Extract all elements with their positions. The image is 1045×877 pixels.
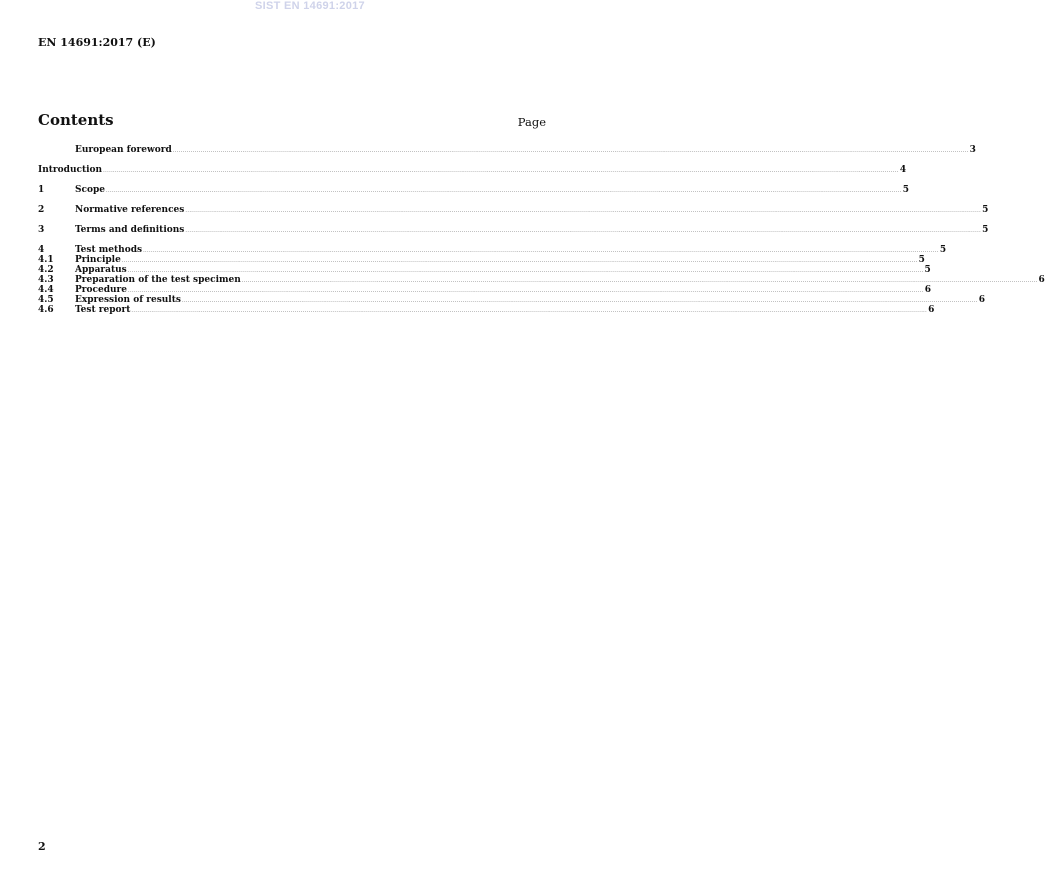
toc-entry-title: Preparation of the test specimen [75, 275, 241, 285]
toc-entry[interactable] [38, 225, 989, 235]
toc-entry[interactable] [38, 205, 989, 215]
toc-entry-number: 3 [38, 225, 45, 235]
page-column-heading: Page [517, 115, 546, 129]
toc-leader-dots: ................................................................................................................................................................................................................................................................................................................................................................................................................ [103, 168, 899, 174]
toc-entry-number: 4.6 [38, 305, 54, 315]
toc-leader-dots: ................................................................................................................................................................................................................................................................................................................................................................................................................ [241, 278, 1038, 284]
toc-entry-title: Principle [75, 255, 121, 265]
toc-entry-title: Test methods [75, 245, 143, 255]
toc-entry-page: 5 [902, 185, 910, 195]
toc-entry-number: 4.5 [38, 295, 54, 305]
toc-leader-dots: ................................................................................................................................................................................................................................................................................................................................................................................................................ [121, 258, 918, 264]
toc-entry-page: 5 [982, 225, 989, 235]
document-identifier: EN 14691:2017 (E) [38, 36, 156, 49]
toc-leader-dots: ................................................................................................................................................................................................................................................................................................................................................................................................................ [143, 248, 939, 254]
toc-entry-title: Procedure [75, 285, 128, 295]
contents-heading: Contents [38, 111, 114, 129]
toc-entry-page: 4 [899, 165, 907, 175]
toc-entry[interactable] [38, 295, 985, 305]
toc-entry-title: European foreword [75, 145, 172, 155]
toc-entry[interactable] [38, 245, 947, 255]
toc-entry-number: 4 [38, 245, 45, 255]
toc-entry-title: Test report [75, 305, 131, 315]
toc-entry-page: 3 [969, 145, 976, 155]
toc-entry-number: 4.4 [38, 285, 54, 295]
toc-entry[interactable] [38, 165, 907, 175]
toc-entry-number: 1 [38, 185, 45, 195]
toc-entry-page: 6 [1038, 275, 1045, 285]
toc-entry-number: 2 [38, 205, 45, 215]
toc-leader-dots: ................................................................................................................................................................................................................................................................................................................................................................................................................ [106, 188, 902, 194]
toc-entry-number: 4.2 [38, 265, 54, 275]
toc-entry[interactable] [38, 305, 935, 315]
toc-entry[interactable] [38, 255, 925, 265]
toc-entry-title: Terms and definitions [75, 225, 185, 235]
toc-entry-page: 5 [924, 265, 931, 275]
toc-leader-dots: ................................................................................................................................................................................................................................................................................................................................................................................................................ [185, 228, 982, 234]
toc-leader-dots: ................................................................................................................................................................................................................................................................................................................................................................................................................ [128, 288, 924, 294]
page-number: 2 [38, 840, 46, 853]
toc-entry-title: Apparatus [75, 265, 127, 275]
toc-leader-dots: ................................................................................................................................................................................................................................................................................................................................................................................................................ [127, 268, 924, 274]
table-of-contents [38, 145, 1045, 315]
toc-entry-page: 6 [924, 285, 932, 295]
toc-leader-dots: ................................................................................................................................................................................................................................................................................................................................................................................................................ [172, 148, 969, 154]
toc-entry-number: 4.1 [38, 255, 54, 265]
toc-entry-title: Scope [75, 185, 106, 195]
toc-entry-page: 6 [928, 305, 935, 315]
toc-entry[interactable] [38, 265, 931, 275]
toc-entry-page: 6 [978, 295, 985, 305]
toc-entry-title: Introduction [38, 165, 103, 175]
toc-leader-dots: ................................................................................................................................................................................................................................................................................................................................................................................................................ [185, 208, 982, 214]
toc-leader-dots: ................................................................................................................................................................................................................................................................................................................................................................................................................ [181, 298, 978, 304]
toc-entry[interactable] [38, 185, 910, 195]
watermark: SIST EN 14691:2017 [255, 0, 365, 12]
toc-entry-page: 5 [982, 205, 989, 215]
toc-entry-page: 5 [939, 245, 947, 255]
toc-leader-dots: ................................................................................................................................................................................................................................................................................................................................................................................................................ [131, 308, 928, 314]
toc-entry-page: 5 [918, 255, 925, 265]
toc-entry-title: Normative references [75, 205, 185, 215]
toc-entry-title: Expression of results [75, 295, 181, 305]
toc-entry[interactable] [38, 275, 1045, 285]
toc-entry[interactable] [38, 145, 976, 155]
toc-entry-number: 4.3 [38, 275, 54, 285]
toc-entry[interactable] [38, 285, 932, 295]
